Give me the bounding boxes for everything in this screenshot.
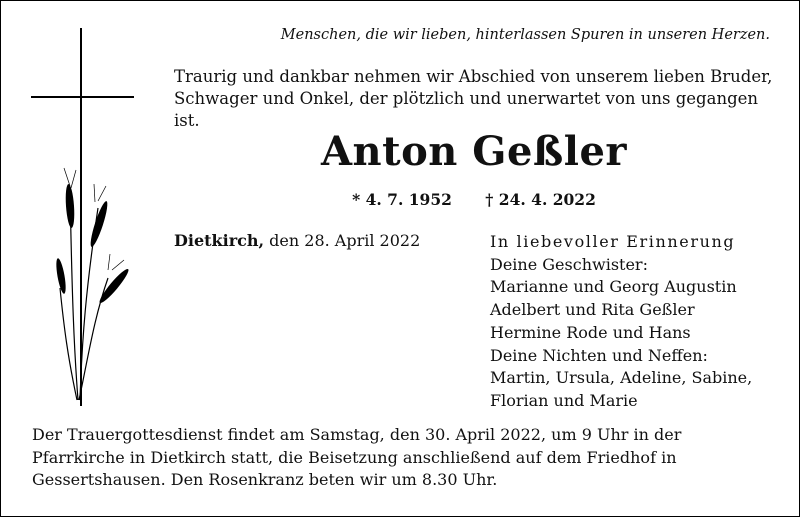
mourners-line: Adelbert und Rita Geßler	[490, 300, 695, 320]
birth-date: * 4. 7. 1952	[352, 190, 452, 209]
death-date: † 24. 4. 2022	[485, 190, 596, 209]
mourners-line: Hermine Rode und Hans	[490, 322, 691, 342]
deceased-name: Anton Geßler	[321, 128, 627, 175]
intro-line: Schwager und Onkel, der plötzlich und unerwartet von uns gegangen ist.	[174, 89, 759, 130]
mourners-list	[490, 231, 752, 413]
intro-line: Traurig und dankbar nehmen wir Abschied von unserem lieben Bruder,	[174, 67, 773, 86]
mourners-line: Deine Nichten und Neffen:	[490, 345, 708, 365]
place: Dietkirch,	[174, 231, 265, 250]
intro-text	[174, 66, 774, 132]
place-date	[174, 231, 420, 250]
mourners-line: Martin, Ursula, Adeline, Sabine,	[490, 368, 753, 388]
mourners-line: Marianne und Georg Augustin	[490, 277, 737, 297]
life-dates	[174, 190, 774, 209]
mourners-heading: In liebevoller Erinnerung	[490, 232, 736, 251]
cross-with-wheat-icon	[28, 28, 140, 408]
service-info	[32, 424, 752, 492]
service-line: Pfarrkirche in Dietkirch statt, die Beisetzung anschließend auf dem Friedhof in	[32, 447, 677, 467]
service-line: Gessertshausen. Den Rosenkranz beten wir um 8.30 Uhr.	[32, 470, 498, 489]
service-line: Der Trauergottesdienst findet am Samstag, den 30. April 2022, um 9 Uhr in der	[32, 425, 682, 444]
mourners-line: Deine Geschwister:	[490, 254, 648, 274]
motto: Menschen, die wir lieben, hinterlassen Spuren in unseren Herzen.	[280, 27, 770, 43]
mourners-line: Florian und Marie	[490, 390, 638, 410]
date: den 28. April 2022	[269, 231, 421, 250]
